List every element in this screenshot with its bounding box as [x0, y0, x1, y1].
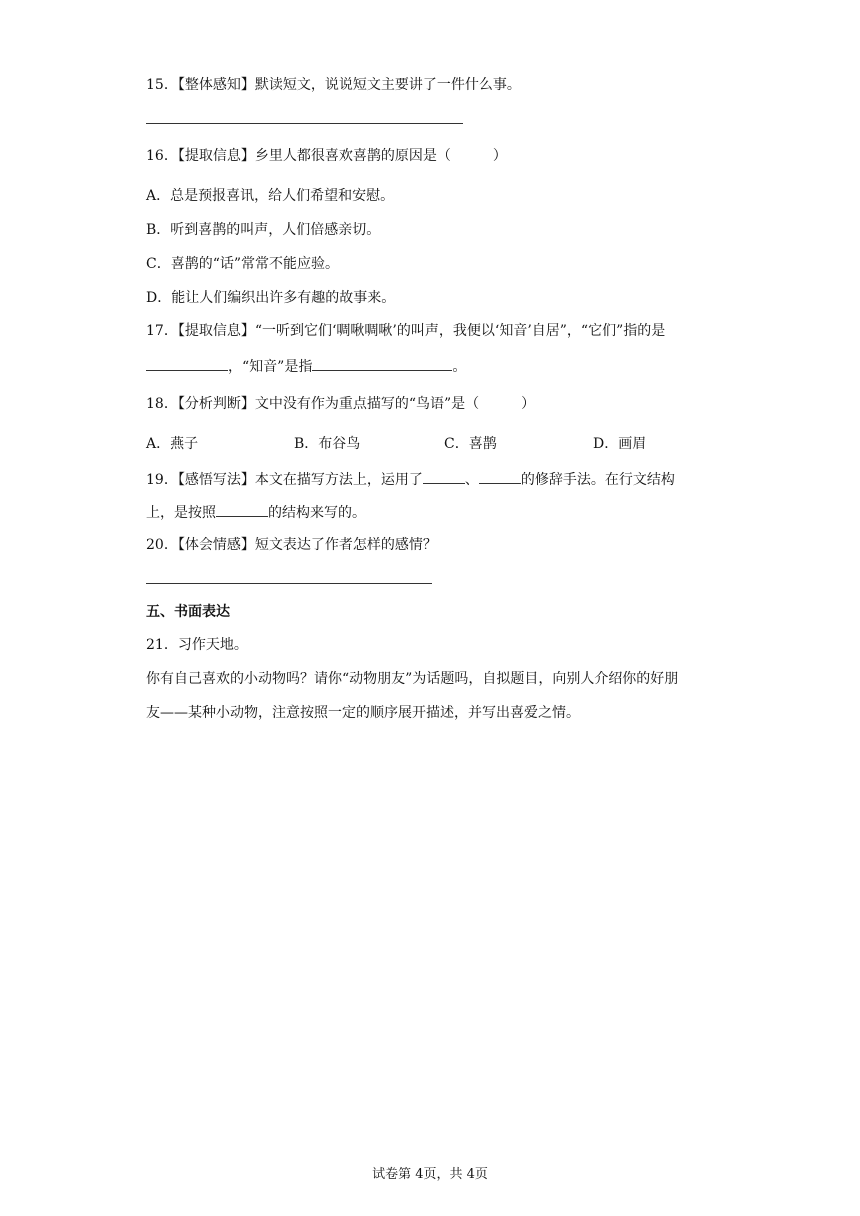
option-18-c[interactable]: C．喜鹊	[444, 436, 497, 452]
answer-line-15[interactable]	[146, 123, 463, 124]
blank-19-2[interactable]	[479, 469, 521, 484]
question-19-line2	[146, 502, 366, 522]
option-18-b[interactable]: B．布谷鸟	[294, 436, 361, 452]
question-17-mid: ，“知音”是指	[228, 359, 313, 375]
question-17-line1: 17．【提取信息】“一听到它们‘啁啾啁啾’的叫声，我便以‘知音’自居”，“它们”指的是	[146, 323, 666, 339]
blank-19-3[interactable]	[216, 502, 268, 517]
question-16: 16．【提取信息】乡里人都很喜欢喜鹊的原因是（ ）	[146, 148, 507, 164]
option-16-d[interactable]: D．能让人们编织出许多有趣的故事来。	[146, 290, 396, 306]
answer-line-20[interactable]	[146, 583, 432, 584]
blank-17-1[interactable]	[146, 356, 228, 371]
question-17-end: 。	[452, 359, 467, 375]
option-16-c[interactable]: C．喜鹊的“话”常常不能应验。	[146, 256, 340, 272]
question-19-sep: 、	[464, 472, 479, 488]
page-footer: 试卷第 4页，共 4页	[372, 1167, 488, 1182]
question-17-line2	[146, 356, 466, 376]
question-19-text-a: 19．【感悟写法】本文在描写方法上，运用了	[146, 472, 423, 488]
option-18-d[interactable]: D．画眉	[593, 436, 647, 452]
option-18-a[interactable]: A．燕子	[146, 436, 199, 452]
option-16-a[interactable]: A．总是预报喜讯，给人们希望和安慰。	[146, 188, 395, 204]
question-21: 21．习作天地。	[146, 637, 248, 653]
question-15: 15．【整体感知】默读短文，说说短文主要讲了一件什么事。	[146, 77, 521, 93]
question-20: 20．【体会情感】短文表达了作者怎样的感情？	[146, 537, 437, 553]
question-18: 18．【分析判断】文中没有作为重点描写的“鸟语”是（ ）	[146, 396, 536, 412]
section-5-title: 五、书面表达	[146, 604, 230, 620]
question-19-text-c: 上，是按照	[146, 505, 216, 521]
option-16-b[interactable]: B．听到喜鹊的叫声，人们倍感亲切。	[146, 222, 381, 238]
question-19-text-d: 的结构来写的。	[268, 505, 366, 521]
question-19-text-b: 的修辞手法。在行文结构	[520, 472, 675, 488]
question-19-line1	[146, 469, 675, 489]
blank-17-2[interactable]	[312, 356, 452, 371]
question-21-prompt-line1: 你有自己喜欢的小动物吗？请你“动物朋友”为话题吗，自拟题目，向别人介绍你的好朋	[146, 671, 679, 687]
question-21-prompt-line2: 友——某种小动物，注意按照一定的顺序展开描述，并写出喜爱之情。	[146, 705, 580, 721]
blank-19-1[interactable]	[423, 469, 465, 484]
